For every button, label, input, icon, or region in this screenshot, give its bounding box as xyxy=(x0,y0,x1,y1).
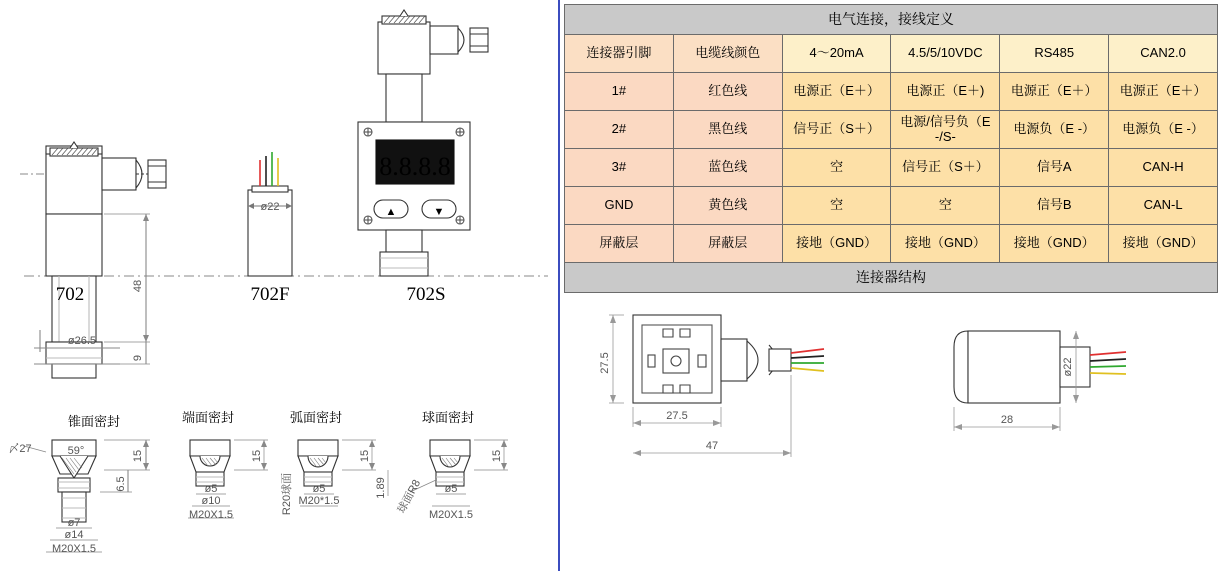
header-vdc: 4.5/5/10VDC xyxy=(891,35,1000,73)
model-702S-drawing xyxy=(358,10,488,276)
row3-pin: 3# xyxy=(565,149,674,187)
table-row xyxy=(565,225,1218,263)
row2-pin: 2# xyxy=(565,111,674,149)
row4-vdc: 空 xyxy=(891,187,1000,225)
up-arrow-icon: ▲ xyxy=(385,206,397,218)
row2-color: 黑色线 xyxy=(673,111,782,149)
row5-rs485: 接地（GND） xyxy=(1000,225,1109,263)
header-wire-color: 电缆线颜色 xyxy=(673,35,782,73)
table-subtitle-row xyxy=(565,263,1218,293)
row2-vdc: 电源/信号负（E -/S- xyxy=(891,111,1000,149)
connector-structure-figure xyxy=(560,295,1220,535)
row1-rs485: 电源正（E＋） xyxy=(1000,73,1109,111)
model-702-label: 702 xyxy=(55,284,85,305)
table-row xyxy=(565,73,1218,111)
dim-15a-label: 15 xyxy=(132,449,144,463)
table-row xyxy=(565,149,1218,187)
row5-vdc: 接地（GND） xyxy=(891,225,1000,263)
wiring-table-wrap xyxy=(560,0,1220,293)
dim-48-label: 48 xyxy=(132,279,144,293)
header-pin: 连接器引脚 xyxy=(565,35,674,73)
dim-r20c-label: R20球面 xyxy=(281,472,293,516)
dim-189c-label: 1.89 xyxy=(375,477,387,499)
row4-pin: GND xyxy=(565,187,674,225)
row1-can: 电源正（E＋） xyxy=(1109,73,1218,111)
dim-d22-label: ø22 xyxy=(1062,357,1074,377)
mechanical-drawing-panel xyxy=(0,0,556,571)
header-4-20ma: 4～20mA xyxy=(782,35,891,73)
row4-rs485: 信号B xyxy=(1000,187,1109,225)
row1-pin: 1# xyxy=(565,73,674,111)
row3-can: CAN-H xyxy=(1109,149,1218,187)
seal-arc-label: 弧面密封 xyxy=(289,410,343,425)
seal-flat-label: 端面密封 xyxy=(181,410,235,425)
header-can: CAN2.0 xyxy=(1109,35,1218,73)
row2-rs485: 电源负（E -） xyxy=(1000,111,1109,149)
row2-4-20ma: 信号正（S＋） xyxy=(782,111,891,149)
header-rs485: RS485 xyxy=(1000,35,1109,73)
dim-d10b-label: ø10 xyxy=(201,495,221,507)
seal-cone-label: 锥面密封 xyxy=(67,414,121,429)
seal-ball-label: 球面密封 xyxy=(421,410,475,425)
product-outline-drawings xyxy=(0,0,556,571)
down-arrow-icon: ▼ xyxy=(433,206,445,218)
row5-color: 屏蔽层 xyxy=(673,225,782,263)
row3-4-20ma: 空 xyxy=(782,149,891,187)
dim-d5c-label: ø5 xyxy=(312,483,326,495)
row5-pin: 屏蔽层 xyxy=(565,225,674,263)
row1-4-20ma: 电源正（E＋） xyxy=(782,73,891,111)
dim-d5d-label: ø5 xyxy=(444,483,458,495)
dim-27p5-vertical-label: 27.5 xyxy=(599,352,611,374)
dim-6p5-label: 6.5 xyxy=(115,476,127,492)
row3-rs485: 信号A xyxy=(1000,149,1109,187)
dim-15d-label: 15 xyxy=(491,449,503,463)
dim-ball-r8-label: 球面R8 xyxy=(395,477,424,516)
row3-color: 蓝色线 xyxy=(673,149,782,187)
dim-d5b-label: ø5 xyxy=(204,483,218,495)
dim-48-vertical xyxy=(104,214,150,342)
table-row xyxy=(565,111,1218,149)
table-header-row xyxy=(565,35,1218,73)
row1-color: 红色线 xyxy=(673,73,782,111)
connector-structure-svg xyxy=(560,295,1220,535)
wiring-table xyxy=(564,4,1218,293)
model-702F-label: 702F xyxy=(250,284,290,305)
dim-threadD-label: M20X1.5 xyxy=(428,509,474,521)
dim-47-label: 47 xyxy=(705,440,719,452)
row4-4-20ma: 空 xyxy=(782,187,891,225)
row1-vdc: 电源正（E＋) xyxy=(891,73,1000,111)
model-702F-drawing xyxy=(248,152,292,276)
table-subtitle: 连接器结构 xyxy=(565,263,1218,293)
dim-d26p5-label: ø26.5 xyxy=(67,335,97,347)
row5-4-20ma: 接地（GND） xyxy=(782,225,891,263)
wiring-panel xyxy=(558,0,1220,571)
row4-can: CAN-L xyxy=(1109,187,1218,225)
dim-d7-label: ø7 xyxy=(67,517,81,529)
dim-d14-label: ø14 xyxy=(64,529,84,541)
dim-27p5-horizontal-label: 27.5 xyxy=(666,410,688,422)
table-title: 电气连接，接线定义 xyxy=(565,5,1218,35)
dim-threadC-label: M20*1.5 xyxy=(298,495,340,507)
digital-display-value: 8.8.8.8 xyxy=(379,152,451,181)
dim-15c-label: 15 xyxy=(359,449,371,463)
table-title-row xyxy=(565,5,1218,35)
dim-angle59-label: 59° xyxy=(67,445,85,457)
model-702-top-drawing xyxy=(20,142,166,214)
dim-threadB-label: M20X1.5 xyxy=(188,509,234,521)
dim-d22-top-label: ø22 xyxy=(260,201,280,213)
row5-can: 接地（GND） xyxy=(1109,225,1218,263)
row4-color: 黄色线 xyxy=(673,187,782,225)
dim-threadA-label: M20X1.5 xyxy=(51,543,97,555)
dim-15b-label: 15 xyxy=(251,449,263,463)
table-row xyxy=(565,187,1218,225)
row3-vdc: 信号正（S＋） xyxy=(891,149,1000,187)
dim-hex27-label: 〆27 xyxy=(8,443,32,455)
dim-9-label: 9 xyxy=(132,354,144,362)
row2-can: 电源负（E -） xyxy=(1109,111,1218,149)
seal-detail-cone xyxy=(24,440,102,552)
model-702S-label: 702S xyxy=(406,284,446,305)
dim-28-label: 28 xyxy=(1000,414,1014,426)
